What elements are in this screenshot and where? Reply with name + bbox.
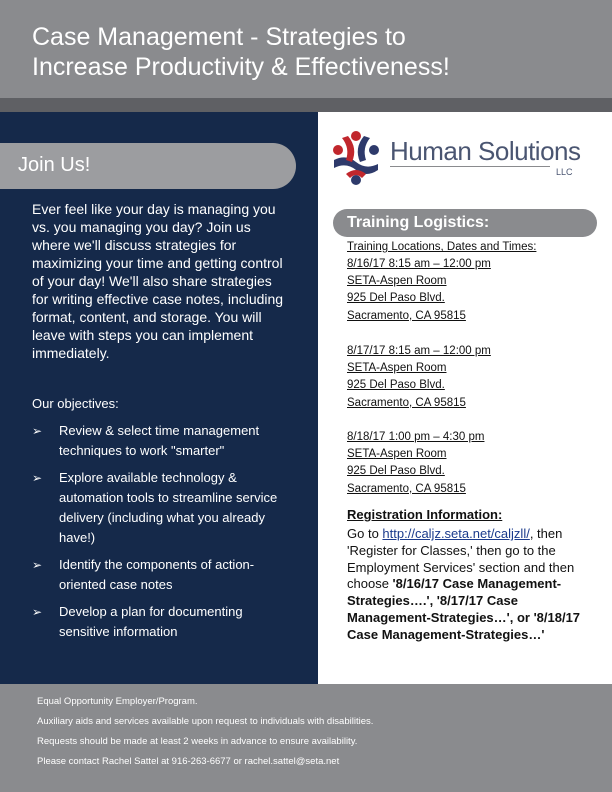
footer-notice	[37, 692, 373, 772]
arrow-bullet-icon: ➢	[32, 558, 43, 572]
footer-line: Please contact Rachel Sattel at 916-263-6677 or rachel.sattel@seta.net	[37, 756, 340, 767]
intro-text: Ever feel like your day is managing you vs. you managing you day? Join us where we'll discuss strategies for maximizing your time and getting control of your day! We'll also share strategies for writing effective case notes, including format, content, and storage. You will leave with steps you can implement immediately.	[32, 201, 284, 361]
page-title	[32, 22, 592, 82]
join-us-banner	[0, 143, 296, 189]
objective-item	[32, 602, 287, 642]
footer-line: Auxiliary aids and services available upon request to individuals with disabilities.	[37, 716, 374, 727]
session-room: SETA-Aspen Room	[347, 275, 447, 288]
registration-body	[347, 526, 602, 644]
objective-text: Review & select time management techniques to work "smarter"	[59, 423, 260, 458]
logo-underline	[390, 166, 550, 167]
logistics-subtitle: Training Locations, Dates and Times:	[347, 241, 537, 253]
registration-prefix: Go to	[347, 526, 383, 541]
objective-text: Identify the components of action-oriented case notes	[59, 557, 255, 592]
session-city: Sacramento, CA 95815	[347, 309, 466, 322]
session-street: 925 Del Paso Blvd.	[347, 292, 445, 305]
session-city: Sacramento, CA 95815	[347, 396, 466, 409]
footer-line: Requests should be made at least 2 weeks in advance to ensure availability.	[37, 736, 358, 747]
registration-instructions: , then 'Register for Classes,' then go to the Employment Services' section and then choose	[347, 526, 575, 592]
arrow-bullet-icon: ➢	[32, 605, 43, 619]
objectives-list	[32, 421, 287, 642]
registration-link[interactable]: http://caljz.seta.net/caljzll/	[382, 526, 530, 541]
footer-line: Equal Opportunity Employer/Program.	[37, 696, 198, 707]
objectives-label: Our objectives:	[32, 396, 119, 411]
logo-name: Human Solutions	[390, 136, 581, 166]
objective-text: Explore available technology & automation tools to streamline service delivery (including what you already have!)	[59, 470, 278, 545]
registration-course-names: '8/16/17 Case Management-Strategies….', '8/17/17 Case Management-Strategies…', or '8/18/17 Case Management-Strategies…'	[347, 576, 581, 642]
training-logistics-banner	[333, 209, 597, 237]
session-2	[347, 343, 597, 412]
session-room: SETA-Aspen Room	[347, 448, 447, 461]
objective-item	[32, 468, 287, 548]
header-band	[0, 98, 612, 112]
session-1	[347, 256, 597, 325]
session-street: 925 Del Paso Blvd.	[347, 465, 445, 478]
session-street: 925 Del Paso Blvd.	[347, 379, 445, 392]
arrow-bullet-icon: ➢	[32, 471, 43, 485]
title-line-1: Case Management - Strategies to	[32, 23, 406, 51]
session-room: SETA-Aspen Room	[347, 362, 447, 375]
session-time: 8/17/17 8:15 am – 12:00 pm	[347, 345, 491, 357]
logo-suffix: LLC	[556, 167, 573, 177]
registration-title: Registration Information:	[347, 507, 503, 522]
arrow-bullet-icon: ➢	[32, 424, 43, 438]
objective-item	[32, 421, 287, 461]
session-3	[347, 429, 597, 498]
training-logistics-title: Training Logistics:	[347, 214, 490, 231]
objective-text: Develop a plan for documenting sensitive information	[59, 604, 243, 639]
title-line-2: Increase Productivity & Effectiveness!	[32, 53, 450, 81]
session-city: Sacramento, CA 95815	[347, 482, 466, 495]
objective-item	[32, 555, 287, 595]
session-time: 8/18/17 1:00 pm – 4:30 pm	[347, 431, 485, 443]
join-us-label: Join Us!	[18, 154, 91, 176]
session-time: 8/16/17 8:15 am – 12:00 pm	[347, 258, 491, 270]
